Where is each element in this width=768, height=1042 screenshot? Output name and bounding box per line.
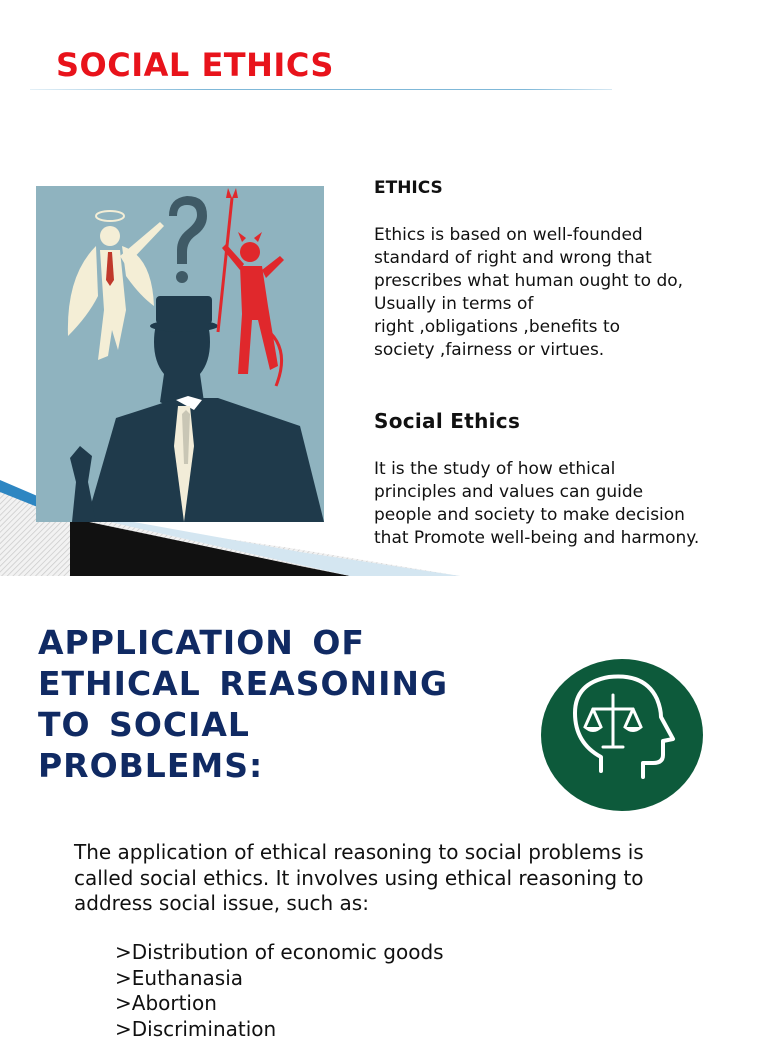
social-ethics-definition bbox=[374, 458, 754, 550]
ethics-line: prescribes what human ought to do, bbox=[374, 270, 754, 293]
list-item: >Euthanasia bbox=[115, 966, 444, 992]
title-line: APPLICATION OF bbox=[38, 622, 478, 663]
intro-line: called social ethics. It involves using ethical reasoning to bbox=[74, 866, 714, 892]
title-line: ETHICAL REASONING bbox=[38, 663, 478, 704]
social-issues-list bbox=[115, 940, 444, 1042]
ethics-line: right ,obligations ,benefits to bbox=[374, 316, 754, 339]
slide-title bbox=[38, 622, 478, 786]
social-line: that Promote well-being and harmony. bbox=[374, 527, 754, 550]
head-with-scales-icon bbox=[541, 659, 703, 811]
list-item: >Abortion bbox=[115, 991, 444, 1017]
slide-application bbox=[0, 576, 768, 1024]
intro-line: address social issue, such as: bbox=[74, 891, 714, 917]
list-item: >Discrimination bbox=[115, 1017, 444, 1042]
title-divider bbox=[30, 89, 612, 90]
intro-paragraph bbox=[74, 840, 714, 917]
social-ethics-heading: Social Ethics bbox=[374, 409, 520, 433]
social-line: principles and values can guide bbox=[374, 481, 754, 504]
ethics-line: Usually in terms of bbox=[374, 293, 754, 316]
ethics-line: standard of right and wrong that bbox=[374, 247, 754, 270]
title-line: TO SOCIAL bbox=[38, 704, 478, 745]
ethics-line: society ,fairness or virtues. bbox=[374, 339, 754, 362]
list-item: >Distribution of economic goods bbox=[115, 940, 444, 966]
slide-title: SOCIAL ETHICS bbox=[56, 46, 334, 84]
ethics-heading: ETHICS bbox=[374, 178, 443, 198]
social-line: people and society to make decision bbox=[374, 504, 754, 527]
ethics-line: Ethics is based on well-founded bbox=[374, 224, 754, 247]
title-line: PROBLEMS: bbox=[38, 745, 478, 786]
ethics-definition bbox=[374, 224, 754, 362]
social-line: It is the study of how ethical bbox=[374, 458, 754, 481]
intro-line: The application of ethical reasoning to social problems is bbox=[74, 840, 714, 866]
angel-devil-illustration bbox=[36, 186, 324, 522]
